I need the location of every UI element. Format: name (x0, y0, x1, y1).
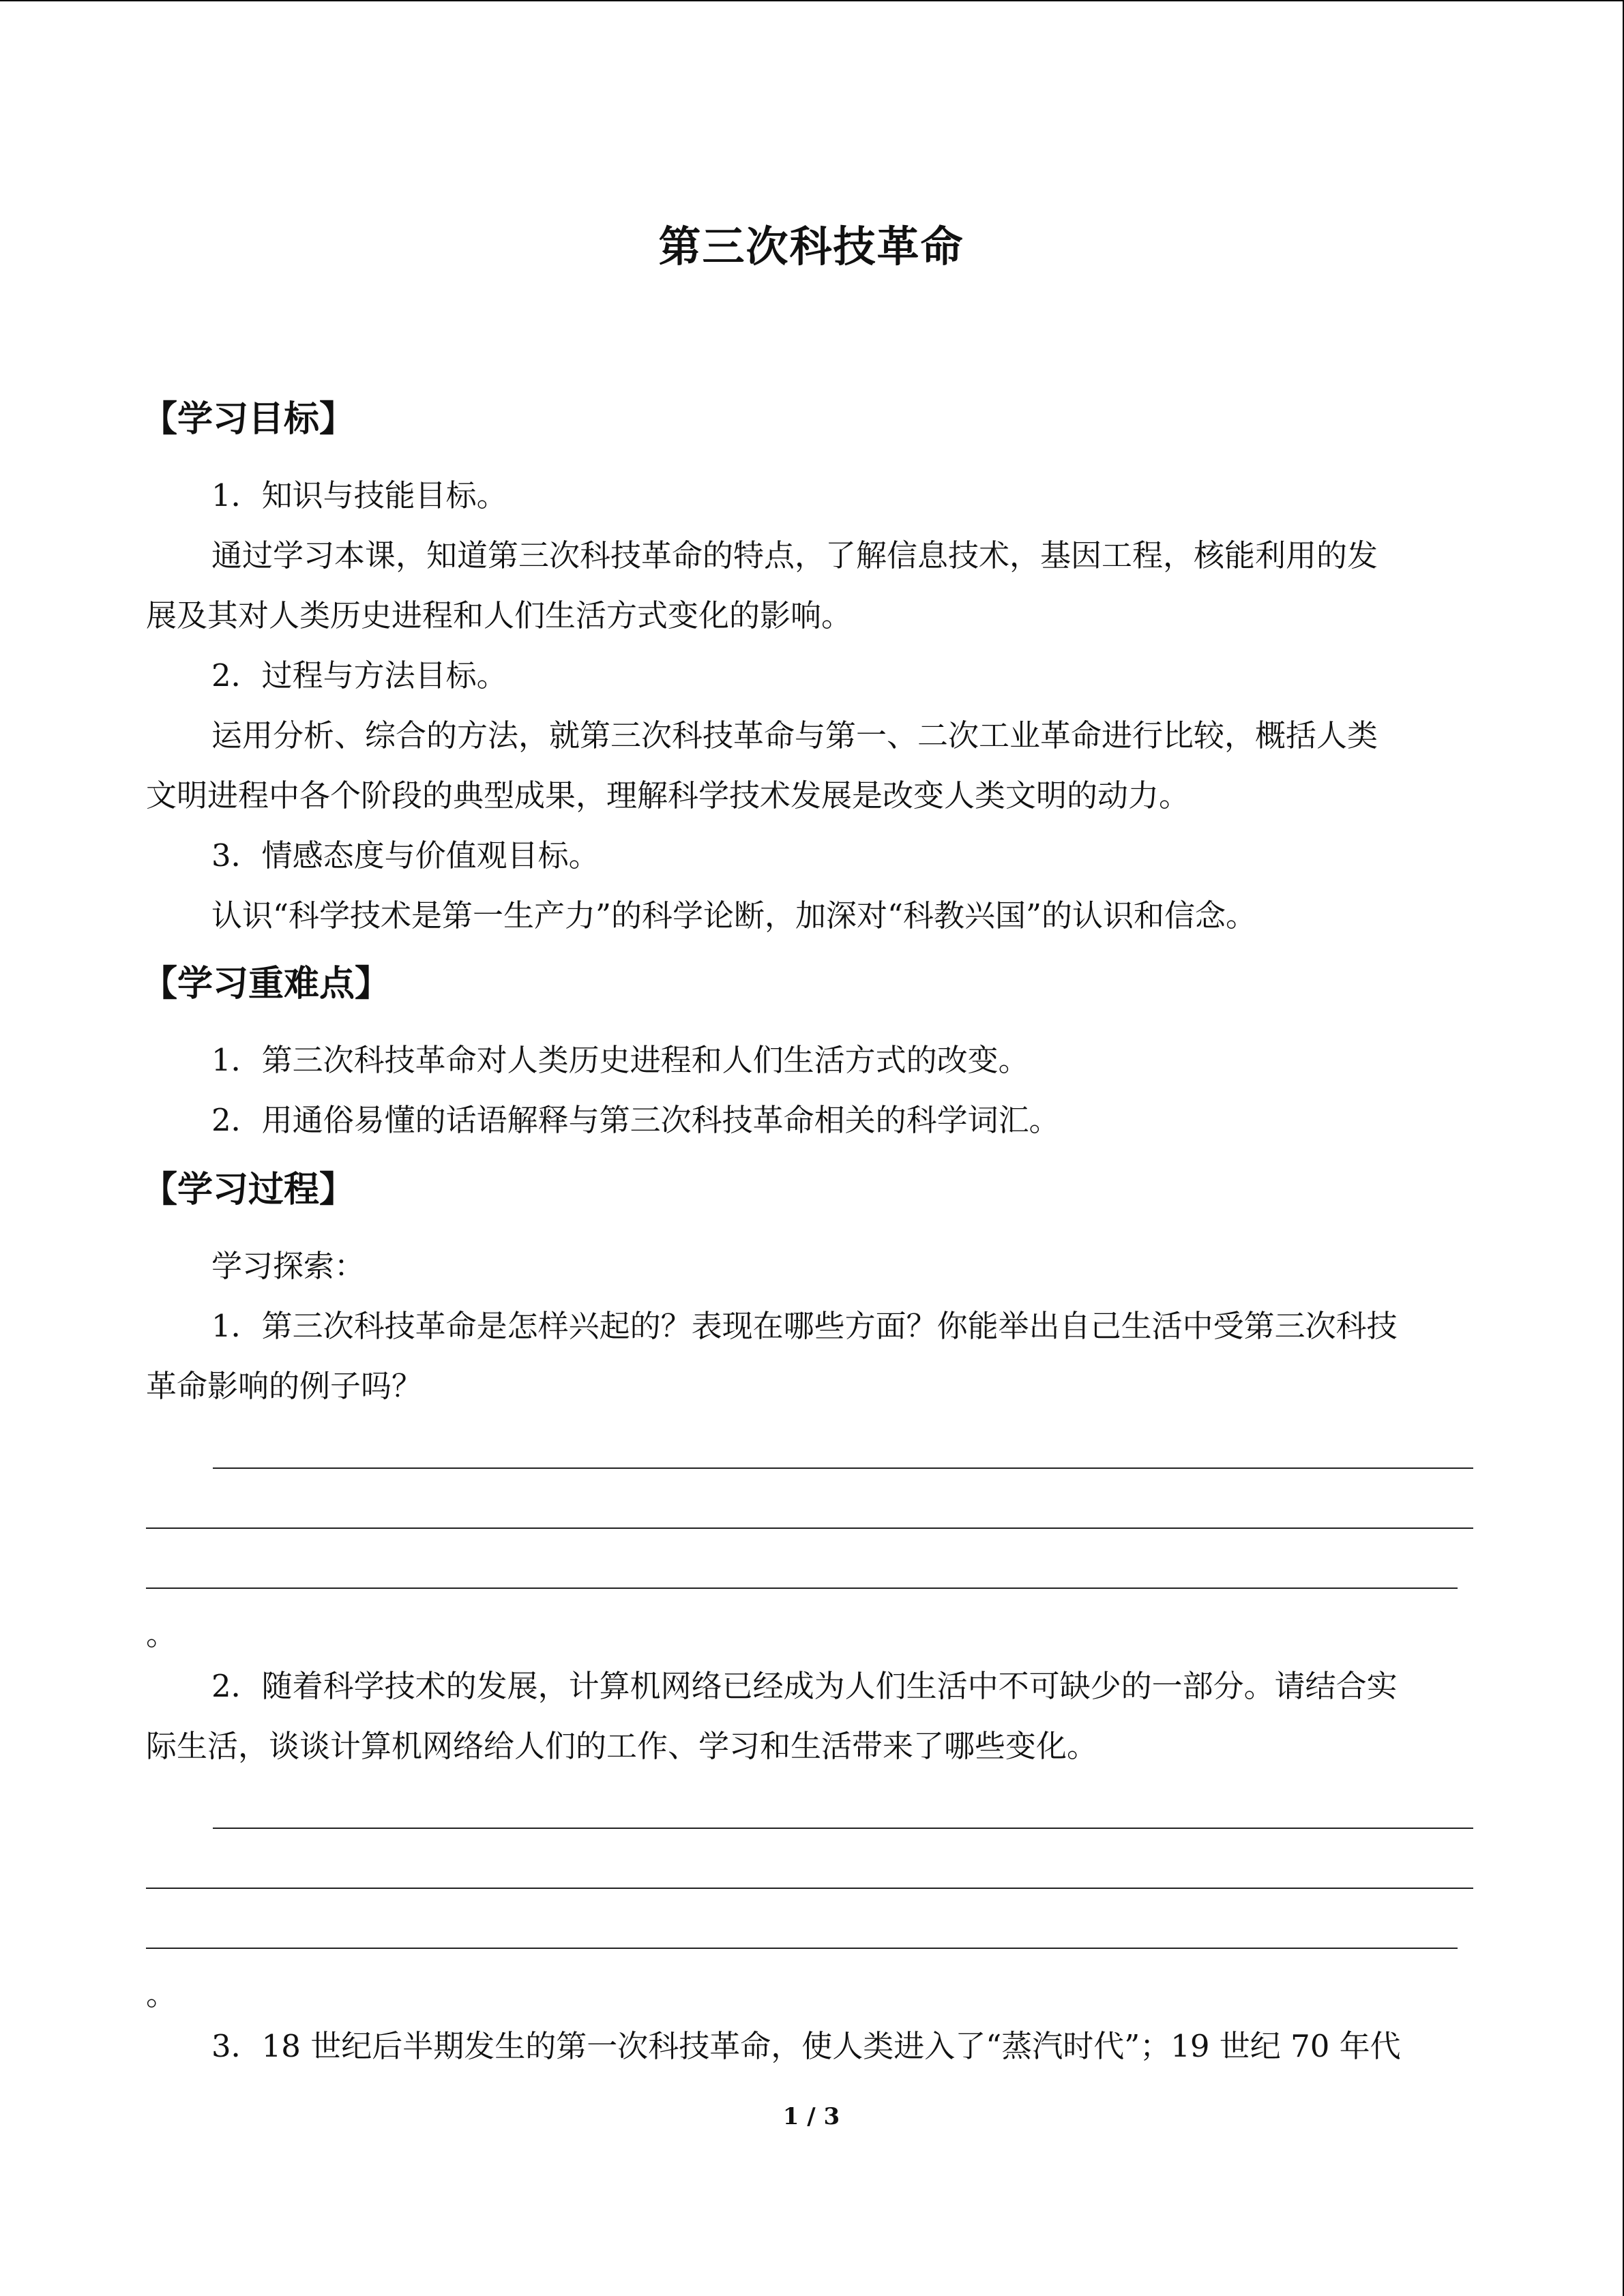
section-heading-goals: 【学习目标】 (142, 399, 355, 440)
goal-item-2-text-line-2: 文明进程中各个阶段的典型成果，理解科学技术发展是改变人类文明的动力。 (146, 777, 1190, 814)
answer-line (213, 1828, 1473, 1829)
question-1-line-2: 革命影响的例子吗？ (146, 1368, 423, 1404)
answer-line (146, 1527, 1473, 1529)
page-title: 第三次科技革命 (658, 222, 964, 271)
page-number: 1 / 3 (782, 2103, 840, 2130)
goal-item-3: 3．情感态度与价值观目标。 (211, 837, 600, 874)
key-point-2: 2．用通俗易懂的话语解释与第三次科技革命相关的科学词汇。 (211, 1102, 1060, 1138)
answer-line (146, 1888, 1473, 1889)
goal-item-1-text-line-1: 通过学习本课，知道第三次科技革命的特点，了解信息技术，基因工程，核能利用的发 (211, 537, 1378, 573)
question-3-line-1: 3．18 世纪后半期发生的第一次科技革命，使人类进入了“蒸汽时代”；19 世纪 70 年代 (211, 2028, 1401, 2064)
process-intro: 学习探索： (211, 1248, 366, 1284)
goal-item-1: 1．知识与技能目标。 (211, 477, 507, 513)
answer-line (213, 1467, 1473, 1469)
goal-item-3-text: 认识“科学技术是第一生产力”的科学论断，加深对“科教兴国”的认识和信念。 (211, 897, 1257, 934)
key-point-1: 1．第三次科技革命对人类历史进程和人们生活方式的改变。 (211, 1042, 1029, 1078)
goal-item-2: 2．过程与方法目标。 (211, 657, 507, 694)
answer-end-mark: 。 (146, 1616, 177, 1652)
answer-line (146, 1587, 1458, 1589)
question-2-line-2: 际生活，谈谈计算机网络给人们的工作、学习和生活带来了哪些变化。 (146, 1728, 1098, 1764)
answer-end-mark: 。 (146, 1976, 177, 2012)
question-1-line-1: 1．第三次科技革命是怎样兴起的？表现在哪些方面？你能举出自己生活中受第三次科技 (211, 1308, 1398, 1344)
goal-item-1-text-line-2: 展及其对人类历史进程和人们生活方式变化的影响。 (146, 597, 853, 633)
answer-line (146, 1948, 1458, 1949)
goal-item-2-text-line-1: 运用分析、综合的方法，就第三次科技革命与第一、二次工业革命进行比较，概括人类 (211, 717, 1378, 754)
section-heading-key-points: 【学习重难点】 (142, 964, 391, 1004)
section-heading-process: 【学习过程】 (142, 1169, 355, 1210)
question-2-line-1: 2．随着科学技术的发展，计算机网络已经成为人们生活中不可缺少的一部分。请结合实 (211, 1668, 1398, 1704)
